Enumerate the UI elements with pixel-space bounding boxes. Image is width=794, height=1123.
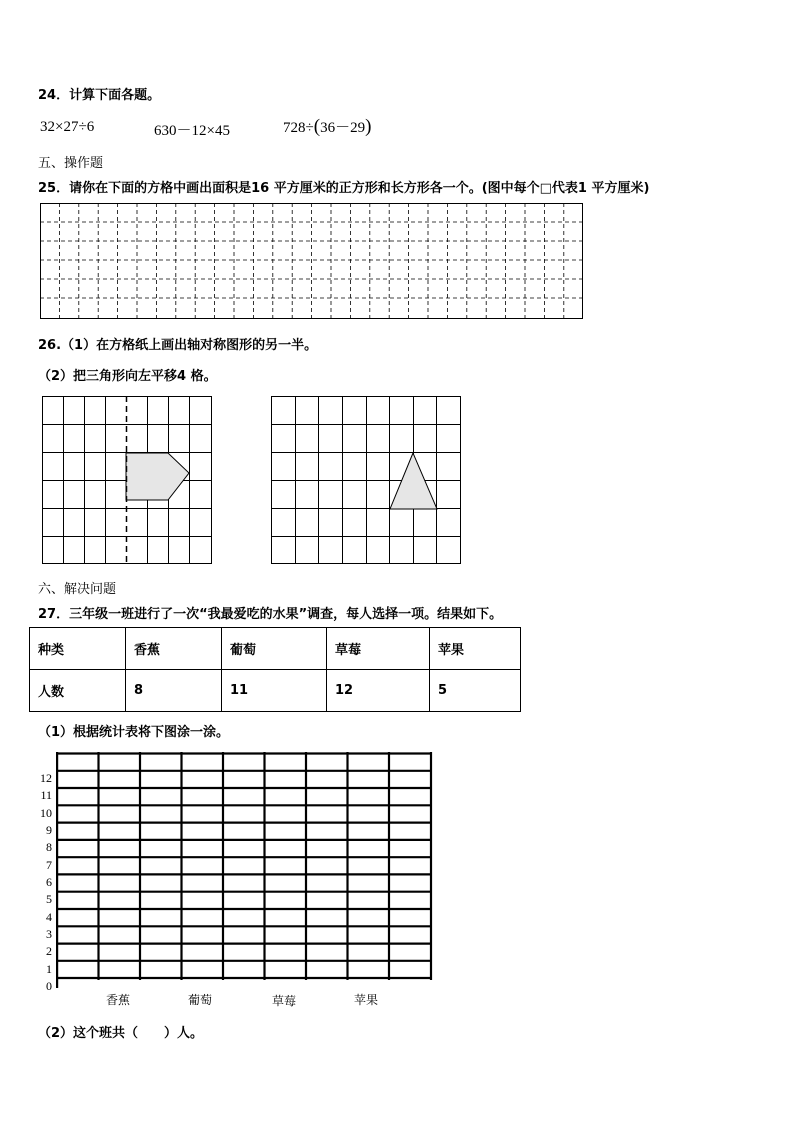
q26-part1: 26.（1）在方格纸上画出轴对称图形的另一半。 [38, 338, 318, 353]
table-header-row [30, 628, 521, 670]
table-cell: 草莓 [327, 628, 430, 670]
q27-part1: （1）根据统计表将下图涂一涂。 [38, 725, 230, 740]
q24-expression-3-prefix: 728÷ [283, 120, 314, 136]
q27-title: 27．三年级一班进行了一次“我最爱吃的水果”调查，每人选择一项。结果如下。 [38, 607, 503, 622]
y-tick-label: 2 [46, 944, 52, 958]
y-tick-label: 10 [40, 806, 52, 820]
y-tick-label: 6 [46, 875, 52, 889]
table-cell: 种类 [30, 628, 126, 670]
half-pentagon-shape [126, 453, 189, 500]
q25-grid-lines [40, 203, 583, 319]
fruit-bar-chart[interactable] [30, 750, 440, 1012]
x-category-label: 葡萄 [188, 993, 213, 1007]
table-cell: 12 [327, 670, 430, 712]
chart-grid [56, 752, 434, 988]
y-tick-label: 3 [46, 927, 52, 941]
q26-translation-grid[interactable] [271, 396, 461, 564]
table-row [30, 670, 521, 712]
q25-dashed-grid[interactable] [40, 203, 583, 319]
q26-part2: （2）把三角形向左平移4 格。 [38, 369, 217, 384]
q24-expression-3-inner: 36－29 [320, 120, 366, 136]
y-tick-label: 12 [40, 771, 52, 785]
y-tick-label: 4 [46, 910, 52, 924]
x-category-label: 草莓 [272, 994, 297, 1008]
table-cell: 11 [222, 670, 327, 712]
q27-part2: （2）这个班共（ ）人。 [38, 1026, 204, 1041]
chart-grid-lines [56, 752, 432, 988]
section-6-title: 六、解决问题 [38, 582, 117, 597]
table-cell: 人数 [30, 670, 126, 712]
q24-expression-2: 630－12×45 [154, 123, 230, 139]
q24-title: 24．计算下面各题。 [38, 88, 161, 103]
table-cell: 葡萄 [222, 628, 327, 670]
y-tick-label: 5 [46, 892, 52, 906]
table-cell: 香蕉 [126, 628, 222, 670]
x-category-label: 苹果 [354, 993, 379, 1007]
y-tick-label: 8 [46, 840, 52, 854]
x-category-label: 香蕉 [106, 993, 131, 1007]
q26-symmetry-grid[interactable] [42, 396, 212, 564]
q24-expression-1: 32×27÷6 [40, 119, 95, 135]
section-5-title: 五、操作题 [38, 156, 104, 171]
y-tick-label: 0 [46, 979, 52, 993]
y-tick-label: 7 [46, 858, 52, 872]
q24-expression-3 [283, 116, 371, 138]
table-cell: 苹果 [430, 628, 521, 670]
fruit-survey-table [29, 627, 521, 712]
y-tick-label: 9 [46, 823, 52, 837]
table-cell: 8 [126, 670, 222, 712]
table-cell: 5 [430, 670, 521, 712]
q24-expression-3-close-paren: ) [365, 116, 372, 137]
y-tick-label: 11 [40, 788, 52, 802]
q26-translation-grid-lines [271, 396, 461, 564]
q24-expression-3-open-paren: ( [313, 116, 321, 137]
q25-title: 25．请你在下面的方格中画出面积是16 平方厘米的正方形和长方形各一个。(图中每个□代表1 平方厘米) [38, 181, 650, 196]
y-tick-label: 1 [46, 962, 52, 976]
